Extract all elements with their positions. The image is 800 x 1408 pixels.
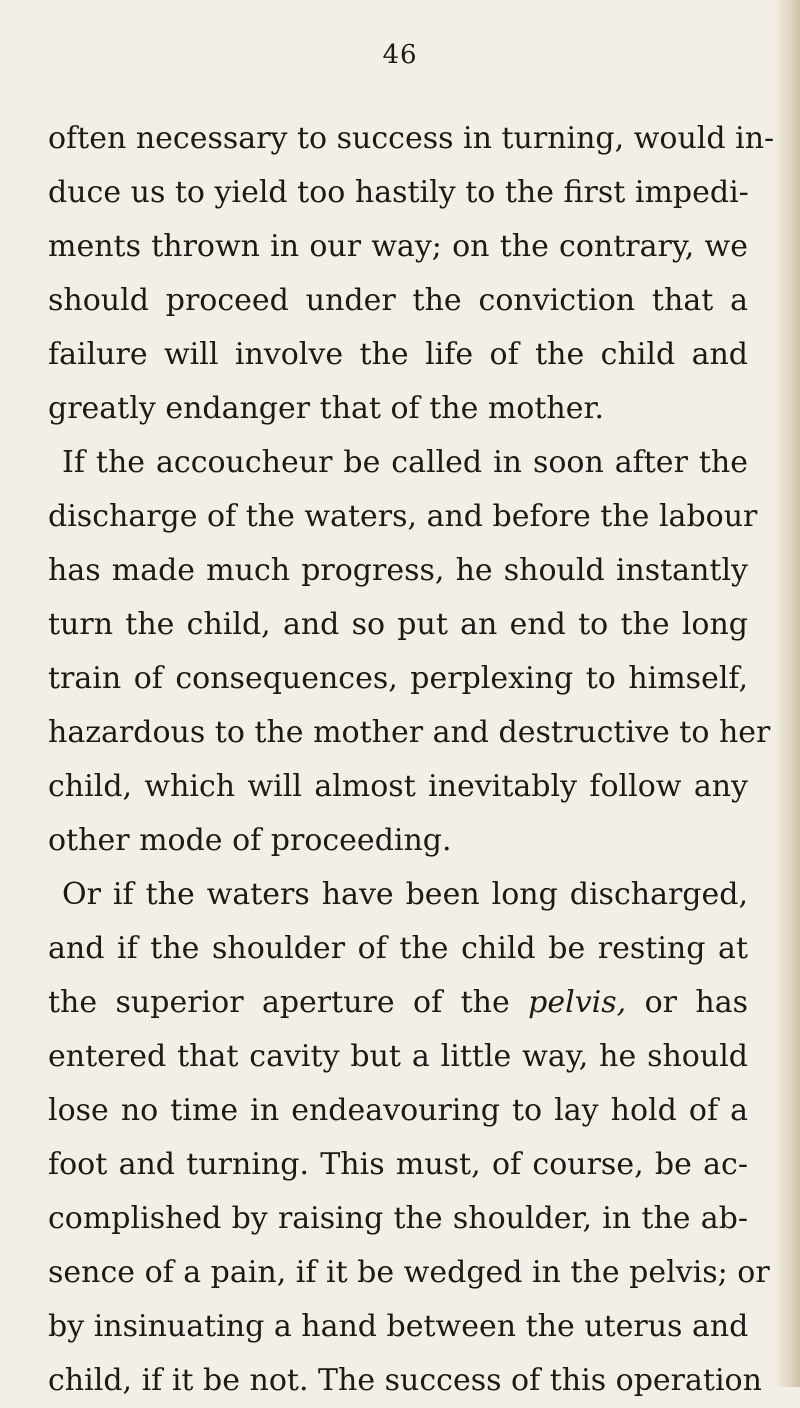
text-segment: the superior aperture of the xyxy=(48,985,529,1020)
text-line: discharge of the waters, and before the labour xyxy=(48,499,758,534)
text-line-with-italic xyxy=(48,976,748,1030)
italic-term: pelvis, xyxy=(528,985,627,1020)
text-line: and if the shoulder of the child be resting at xyxy=(48,931,748,966)
text-line: turn the child, and so put an end to the long xyxy=(48,607,748,642)
text-line: child, which will almost inevitably follow any xyxy=(48,769,748,804)
text-segment: or has xyxy=(626,985,748,1020)
text-line: should proceed under the conviction that a xyxy=(48,283,748,318)
text-line: hazardous to the mother and destructive to her xyxy=(48,715,771,750)
text-line: complished by raising the shoulder, in the ab- xyxy=(48,1201,748,1236)
page-number: 46 xyxy=(382,40,418,70)
text-line: ments thrown in our way; on the contrary, we xyxy=(48,229,748,264)
paragraph-first-line: Or if the waters have been long discharged, xyxy=(62,877,748,912)
text-line: greatly endanger that of the mother. xyxy=(48,391,605,426)
text-line: sence of a pain, if it be wedged in the pelvis; or xyxy=(48,1255,770,1290)
text-line: train of consequences, perplexing to himself, xyxy=(48,661,748,696)
text-line: by insinuating a hand between the uterus and xyxy=(48,1309,749,1344)
page-edge-shadow xyxy=(774,0,800,1387)
text-line: duce us to yield too hastily to the first impedi- xyxy=(48,175,749,210)
text-line: failure will involve the life of the child and xyxy=(48,337,748,372)
text-line: foot and turning. This must, of course, be ac- xyxy=(48,1147,748,1182)
body-text xyxy=(48,112,775,1408)
text-line: lose no time in endeavouring to lay hold of a xyxy=(48,1093,748,1128)
text-line: often necessary to success in turning, would in- xyxy=(48,121,775,156)
text-line: child, if it be not. The success of this operation xyxy=(48,1363,762,1398)
paragraph-first-line: If the accoucheur be called in soon after the xyxy=(62,445,748,480)
text-line: entered that cavity but a little way, he should xyxy=(48,1039,748,1074)
text-line: other mode of proceeding. xyxy=(48,823,452,858)
text-line: has made much progress, he should instantly xyxy=(48,553,748,588)
